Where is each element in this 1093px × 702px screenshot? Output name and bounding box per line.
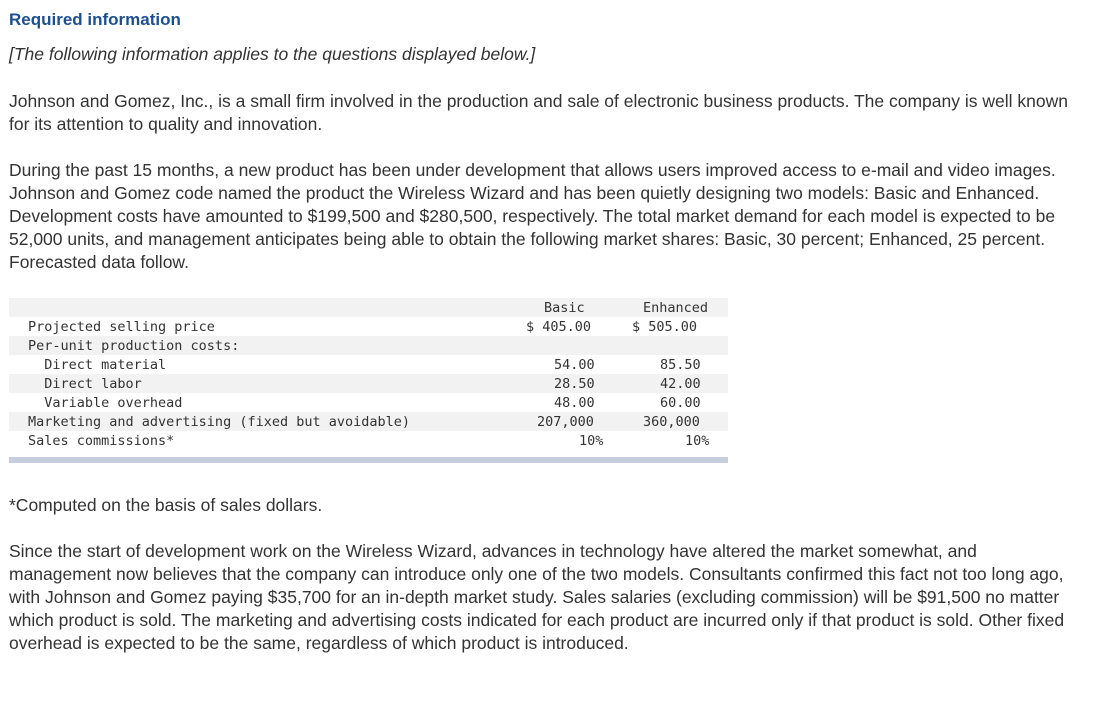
cell-basic-marketing-advertising: 207,000 [537, 414, 594, 430]
cell-enhanced-direct-labor: 42.00 [660, 376, 701, 392]
column-header-basic: Basic [544, 300, 585, 316]
column-header-enhanced: Enhanced [643, 300, 709, 316]
row-label-direct-labor: Direct labor [28, 376, 142, 392]
cell-basic-variable-overhead: 48.00 [554, 395, 595, 411]
row-label-sales-commissions: Sales commissions* [28, 433, 175, 449]
cell-basic-selling-price: $ 405.00 [526, 319, 592, 335]
info-note: [The following information applies to the questions displayed below.] [9, 44, 536, 64]
row-label-variable-overhead: Variable overhead [28, 395, 183, 411]
required-information-heading: Required information [9, 10, 181, 29]
forecast-table [9, 298, 728, 463]
cell-enhanced-marketing-advertising: 360,000 [643, 414, 700, 430]
row-label-selling-price: Projected selling price [28, 319, 215, 335]
cell-enhanced-variable-overhead: 60.00 [660, 395, 701, 411]
cell-enhanced-selling-price: $ 505.00 [632, 319, 698, 335]
market-paragraph: Since the start of development work on the Wireless Wizard, advances in technology have altered the market somewhat, and management now believes that the company can introduce only one of the two models. Consultants confirmed this fact not too long ago, with Johnson and Gomez paying $35,700 for an in-depth market study. Sales salaries (excluding commission) will be $91,500 no matter which product is sold. The marketing and advertising costs indicated for each product are incurred only if that product is sold. Other fixed overhead is expected to be the same, regardless of which product is introduced. [9, 541, 1065, 653]
footnote: *Computed on the basis of sales dollars. [9, 495, 323, 515]
row-label-production-costs: Per-unit production costs: [28, 338, 240, 354]
forecast-table-body [9, 298, 728, 457]
row-label-marketing-advertising: Marketing and advertising (fixed but avoidable) [28, 414, 411, 430]
cell-basic-direct-material: 54.00 [554, 357, 595, 373]
cell-basic-direct-labor: 28.50 [554, 376, 595, 392]
cell-basic-sales-commissions: 10% [579, 433, 604, 449]
row-label-direct-material: Direct material [28, 357, 167, 373]
table-bottom-rule [9, 457, 728, 463]
cell-enhanced-sales-commissions: 10% [685, 433, 710, 449]
table-header-row [9, 298, 728, 317]
development-paragraph: During the past 15 months, a new product has been under development that allows users improved access to e-mail and video images. Johnson and Gomez code named the product the Wireless Wizard and has been quietly designing two models: Basic and Enhanced. Development costs have amounted to $199,500 and $280,500, respectively. The total market demand for each model is expected to be 52,000 units, and management anticipates being able to obtain the following market shares: Basic, 30 percent; Enhanced, 25 percent. Forecasted data follow. [9, 160, 1056, 272]
cell-enhanced-direct-material: 85.50 [660, 357, 701, 373]
intro-paragraph: Johnson and Gomez, Inc., is a small firm involved in the production and sale of electronic business products. The company is well known for its attention to quality and innovation. [9, 91, 1068, 134]
